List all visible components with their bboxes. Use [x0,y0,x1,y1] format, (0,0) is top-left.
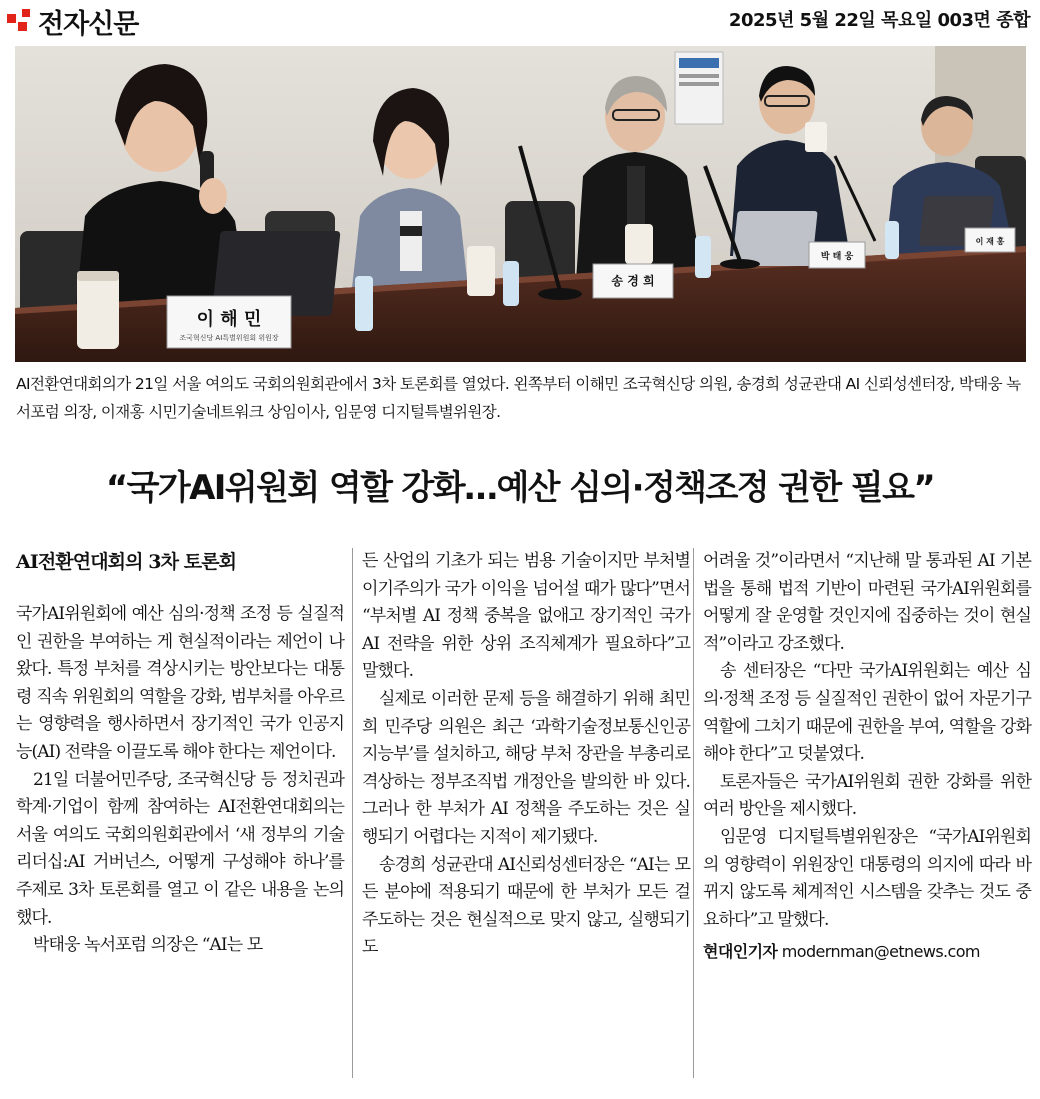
column-divider [352,548,353,1078]
paragraph: 토론자들은 국가AI위원회 권한 강화를 위한 여러 방안을 제시했다. [703,771,1031,820]
etnews-logo-icon [6,8,32,34]
photo-caption: AI전환연대회의가 21일 서울 여의도 국회의원회관에서 3차 토론회를 열었다. 왼쪽부터 이해민 조국혁신당 의원, 송경희 성균관대 AI 신뢰성센터장, 박태웅 녹서포럼 의장, 이재홍 시민기술네트워크 상임이사, 임문영 디지털특별위원장. [16,375,1021,421]
article-column-1 [16,548,344,960]
nameplate-4 [965,228,1015,252]
paragraph: 어려울 것”이라면서 “지난해 말 통과된 AI 기본법을 통해 법적 기반이 마련된 국가AI위원회를 어떻게 잘 운영할 것인지에 집중하는 것이 현실적”이라고 강조했다. [703,551,1031,654]
newspaper-logo [6,4,138,38]
byline [703,938,1031,966]
masthead [0,0,1040,44]
article-column-3 [703,548,1031,966]
issue-date-page: 2025년 5월 22일 목요일 003면 종합 [728,10,1030,31]
nameplate-2 [593,264,673,298]
article-column-2 [362,548,690,962]
nameplate-3 [809,242,865,268]
reporter-name: 현대인기자 [703,942,778,962]
nameplate-2-name: 송 경 희 [611,274,655,288]
paragraph: 박태웅 녹서포럼 의장은 “AI는 모 [33,935,263,956]
nameplate-1-role: 조국혁신당 AI특별위원회 위원장 [179,334,279,342]
news-photo [15,46,1026,362]
panel-discussion-photo [15,46,1026,362]
paragraph: 송경희 성균관대 AI신뢰성센터장은 “AI는 모든 분야에 적용되기 때문에 한 부처가 모든 걸 주도하는 것은 현실적으로 맞지 않고, 실행되기도 [362,854,690,958]
reporter-email[interactable]: modernman@etnews.com [781,942,980,962]
paragraph: 송 센터장은 “다만 국가AI위원회는 예산 심의·정책 조정 등 실질적인 권한이 없어 자문기구 역할에 그치기 때문에 권한을 부여, 역할을 강화해야 한다”고 덧붙였다. [703,661,1031,765]
nameplate-3-name: 박 태 웅 [820,252,854,262]
paragraph: 실제로 이러한 문제 등을 해결하기 위해 최민희 민주당 의원은 최근 ‘과학기술정보통신인공지능부’를 설치하고, 해당 부처 장관을 부총리로 격상하는 정부조직법 개정안을 발의한 바 있다. 그러나 한 부처가 AI 정책을 주도하는 것은 실행되기 어렵다는 지적이 제기됐다. [362,688,690,847]
logo-text: 전자신문 [38,8,139,40]
nameplate-1 [167,296,291,348]
nameplate-4-name: 이 재 홍 [975,237,1005,246]
paragraph: 임문영 디지털특별위원장은 “국가AI위원회의 영향력이 위원장인 대통령의 의지에 따라 바뀌지 않도록 체계적인 시스템을 갖추는 것도 중요하다”고 말했다. [703,826,1031,930]
column-divider [693,548,694,1078]
paragraph: 국가AI위원회에 예산 심의·정책 조정 등 실질적인 권한을 부여하는 게 현실적이라는 제언이 나왔다. 특정 부처를 격상시키는 방안보다는 대통령 직속 위원회의 역할을 강화, 범부처를 아우르는 영향력을 행사하면서 장기적인 국가 인공지능(AI) 전략을 이끌도록 해야 한다는 제언이다. [16,604,344,762]
paragraph: 든 산업의 기초가 되는 범용 기술이지만 부처별 이기주의가 국가 이익을 넘어설 때가 많다”면서 “부처별 AI 정책 중복을 없애고 장기적인 국가 AI 전략을 위한 상위 조직체계가 필요하다”고 말했다. [362,551,690,682]
article-subhead: AI전환연대회의 3차 토론회 [16,551,237,573]
paragraph: 21일 더불어민주당, 조국혁신당 등 정치권과 학계·기업이 함께 참여하는 AI전환연대회의는 서울 여의도 국회의원회관에서 ‘새 정부의 기술리더십:AI 거버넌스, 어떻게 구성해야 하나’를 주제로 3차 토론회를 열고 이 같은 내용을 논의했다. [16,769,344,928]
headline: “국가AI위원회 역할 강화…예산 심의·정책조정 권한 필요” [105,468,935,508]
nameplate-1-name: 이 해 민 [196,309,262,330]
